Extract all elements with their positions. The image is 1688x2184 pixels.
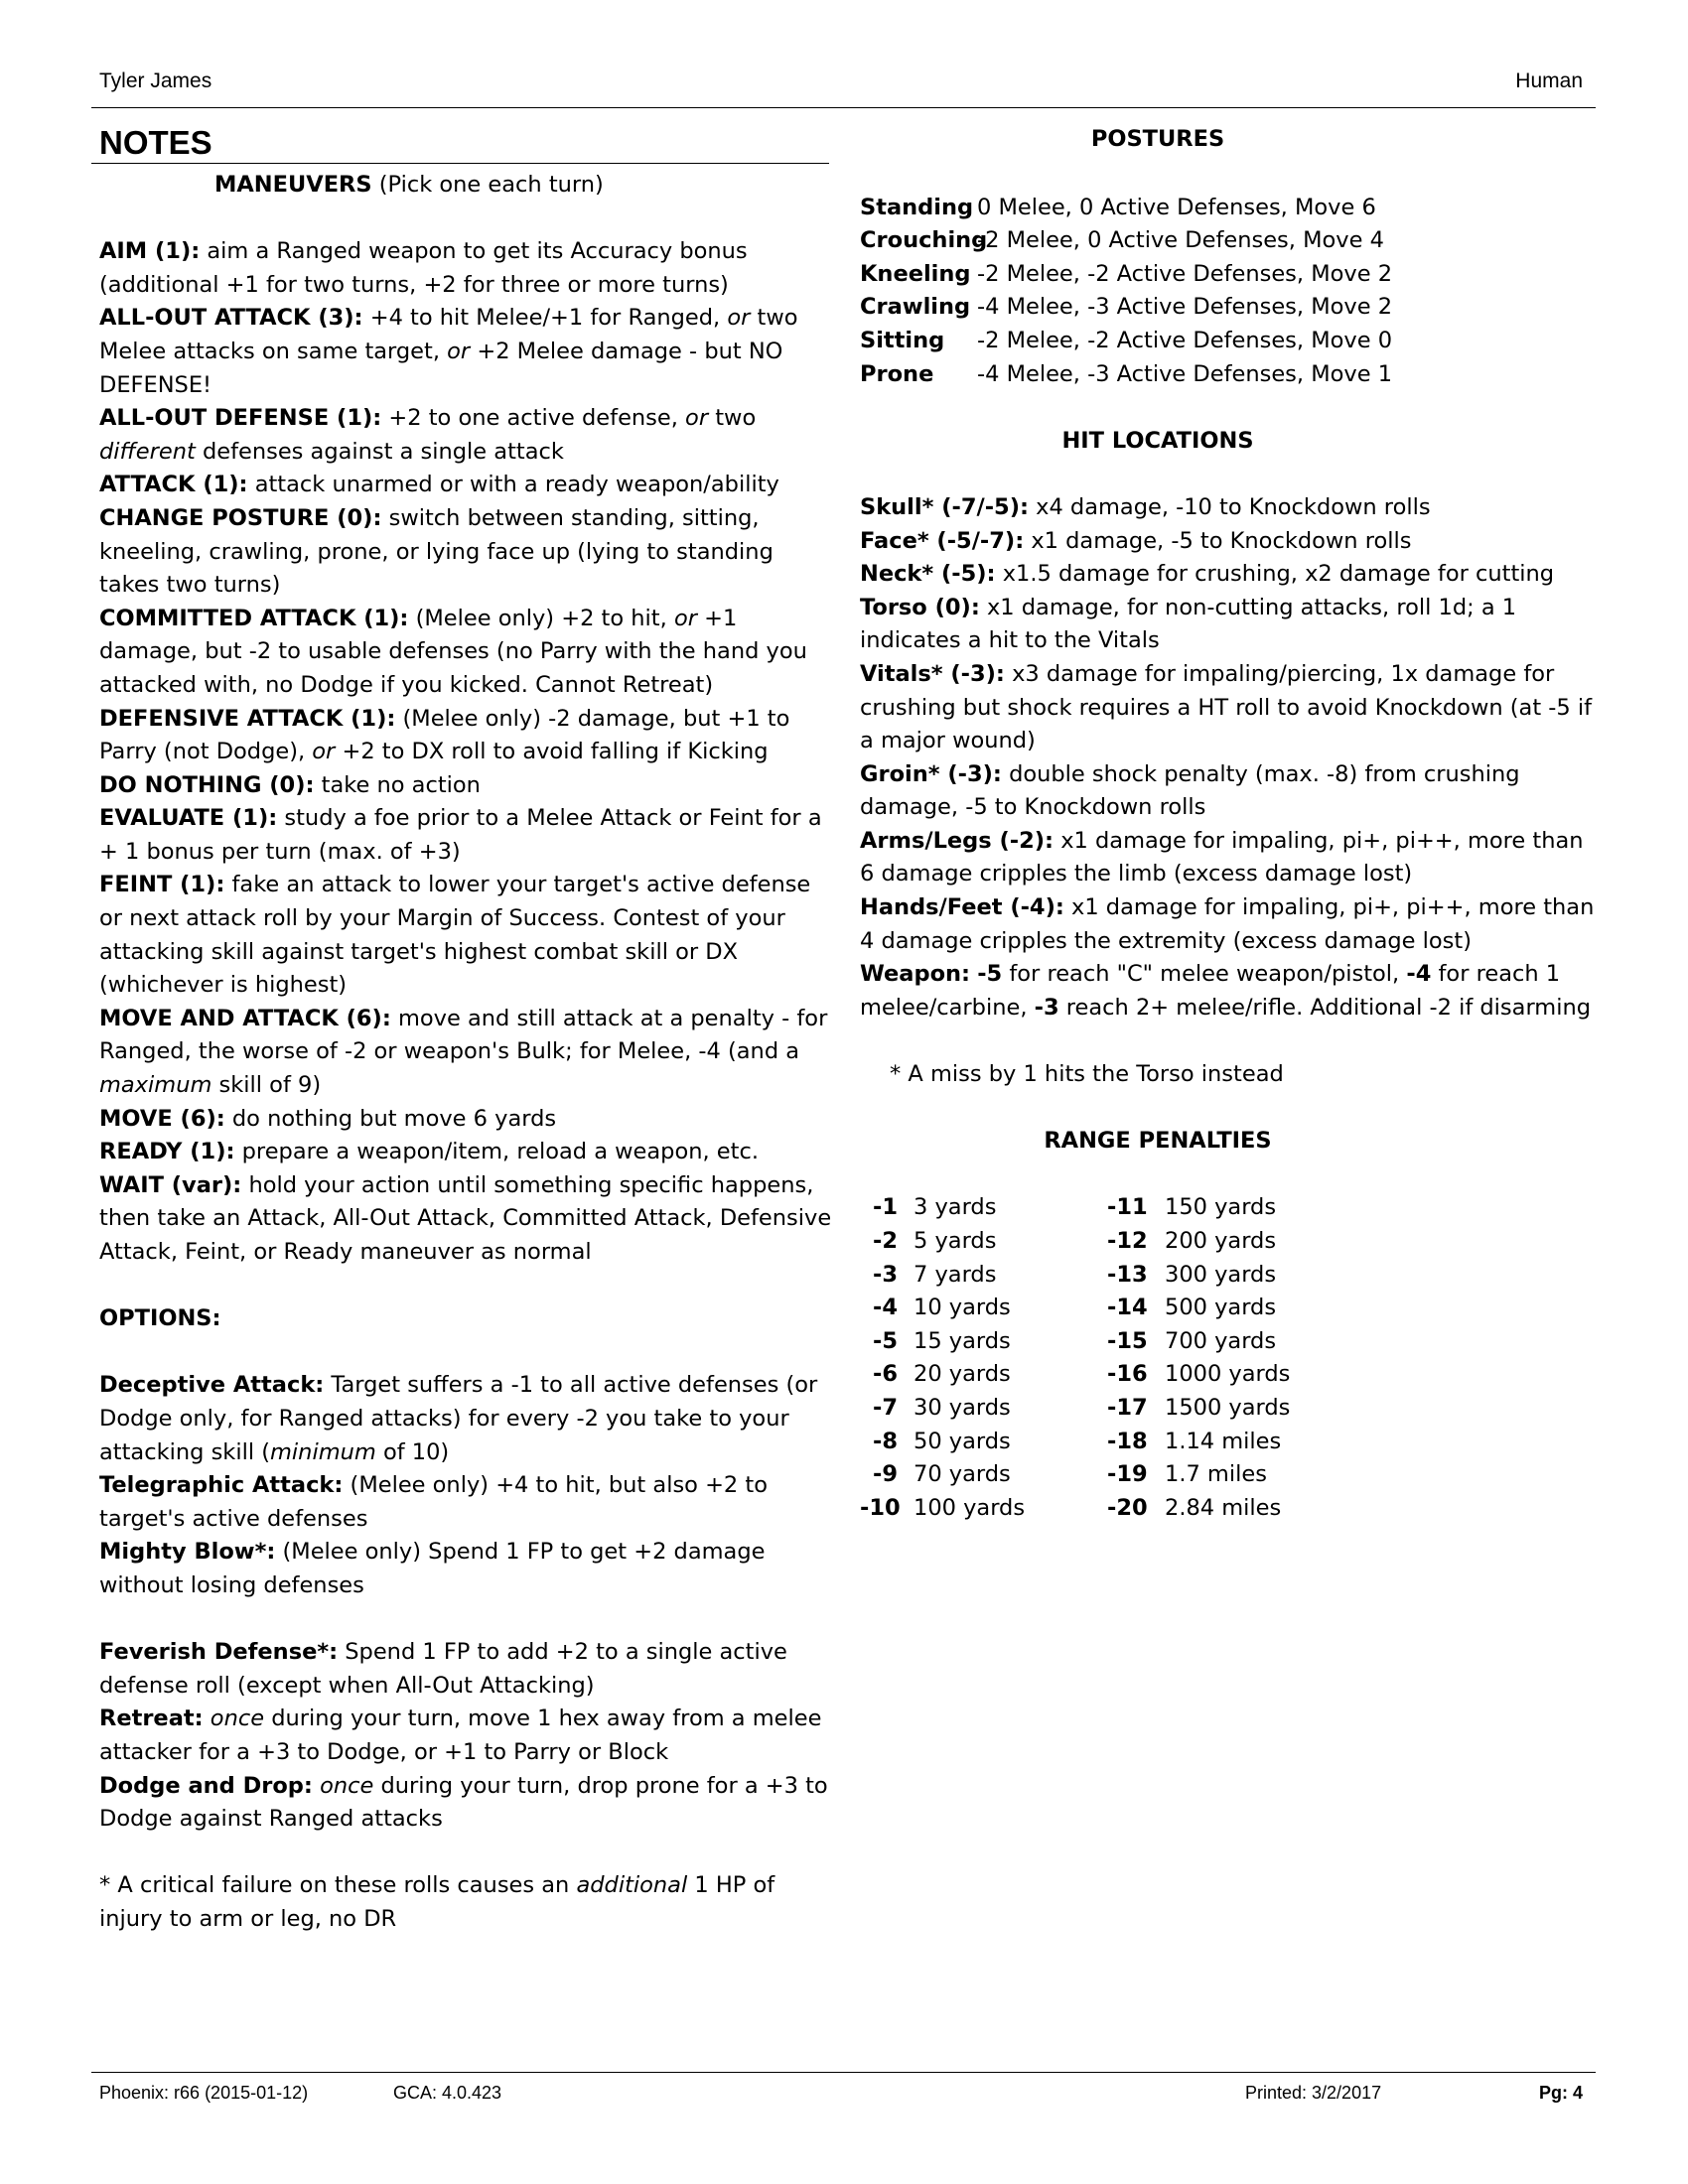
maneuver-item [99,703,834,769]
maneuver-item-text: skill of 9) [211,1072,322,1099]
maneuver-item-name: AIM (1): [99,238,201,265]
maneuver-item-text: +2 to DX roll to avoid falling if Kicking [335,739,769,765]
maneuver-item-text: different [99,438,196,465]
posture-name: Prone [860,360,934,387]
posture-name: Kneeling [860,260,971,287]
option-item-text: Spend 1 FP to add +2 to a single active defense roll (except when All-Out Attacking) [99,1639,787,1699]
maneuver-item [99,603,834,703]
maneuver-item-name: READY (1): [99,1139,235,1165]
range-row [860,1492,1595,1526]
page-title: NOTES [99,124,212,161]
maneuver-item [99,1003,834,1103]
range-modifier: -11 [1107,1194,1148,1221]
maneuver-item-text: move and still attack at a penalty - for Ranged, the worse of -2 or weapon's Bulk; for Melee, -4 (and a [99,1005,828,1065]
footer-version: Phoenix: r66 (2015-01-12) [99,2083,309,2103]
header-rule [91,107,1596,108]
hit-location-item [860,958,1595,1024]
footer-gca: GCA: 4.0.423 [393,2083,502,2103]
range-modifier: -18 [1107,1428,1148,1454]
maneuver-item-text: +4 to hit Melee/+1 for Ranged, [362,305,728,332]
option-item-name: Telegraphic Attack: [99,1472,344,1499]
maneuvers-heading: MANEUVERS [214,172,372,198]
hit-location-item-text: x1 damage, for non-cutting attacks, roll 1d; a 1 indicates a hit to the Vitals [860,594,1517,654]
hit-location-item-text: x1.5 damage for crushing, x2 damage for cutting [995,561,1555,588]
posture-row [860,291,1595,325]
left-column [99,169,834,1936]
hit-location-item-text: x1 damage, -5 to Knockdown rolls [1024,527,1412,554]
hit-location-item [860,658,1595,758]
maneuver-item [99,769,834,803]
footer-printed-date: Printed: 3/2/2017 [1245,2083,1382,2103]
maneuver-item-name: MOVE (6): [99,1105,225,1132]
hit-location-item [860,525,1595,559]
range-row [860,1191,1595,1225]
range-modifier: -1 [873,1194,898,1221]
range-distance: 300 yards [1165,1261,1277,1288]
option-item-name: Dodge and Drop: [99,1772,313,1799]
range-modifier: -14 [1107,1295,1148,1321]
range-distance: 200 yards [1165,1228,1277,1254]
posture-row [860,192,1595,225]
range-modifier: -8 [873,1428,898,1454]
maneuver-item-name: CHANGE POSTURE (0): [99,504,382,531]
hit-location-item [860,758,1595,825]
hit-location-item-text: double shock penalty (max. -8) from crushing damage, -5 to Knockdown rolls [860,760,1520,821]
posture-name: Crawling [860,294,971,321]
range-distance: 15 yards [914,1327,1011,1354]
range-modifier: -16 [1107,1361,1148,1388]
range-distance: 2.84 miles [1165,1494,1282,1521]
range-distance: 150 yards [1165,1194,1277,1221]
character-race: Human [1515,69,1583,92]
range-modifier: -10 [860,1494,901,1521]
maneuvers-heading-line [99,169,834,203]
maneuver-item-text: or [312,739,336,765]
maneuver-item [99,235,834,302]
option-item [99,1703,834,1769]
option-item-text: minimum [270,1438,376,1465]
range-distance: 30 yards [914,1394,1011,1421]
maneuver-item [99,869,834,1002]
range-modifier: -2 [873,1228,898,1254]
maneuver-item-text: two [708,405,757,432]
maneuvers-subtitle: (Pick one each turn) [371,172,604,198]
hit-location-item [860,592,1595,658]
range-distance: 1.14 miles [1165,1428,1282,1454]
options-footnote [99,1869,834,1936]
maneuver-item-text: defenses against a single attack [195,438,564,465]
options-group-1 [99,1369,834,1602]
hit-location-item-text: for reach 1 melee/carbine, [860,961,1561,1021]
range-modifier: -4 [873,1295,898,1321]
hit-location-item-name: Weapon: [860,961,971,988]
postures-table [860,192,1595,392]
maneuver-item-text: +2 to one active defense, [381,405,686,432]
maneuver-item [99,1103,834,1137]
posture-row [860,358,1595,392]
maneuver-item-text: maximum [99,1072,212,1099]
range-distance: 70 yards [914,1461,1011,1488]
range-penalties-table [860,1191,1595,1525]
maneuver-item-text: study a foe prior to a Melee Attack or Feint for a + 1 bonus per turn (max. of +3) [99,805,822,865]
maneuver-item-text: or [447,338,471,364]
range-row [860,1225,1595,1259]
option-item-text [313,1773,320,1799]
maneuver-item-text: or [727,305,751,332]
range-row [860,1259,1595,1293]
hit-location-item-text: for reach "C" melee weapon/pistol, [1002,961,1407,988]
maneuver-item [99,1136,834,1169]
maneuver-item-name: DEFENSIVE ATTACK (1): [99,705,396,732]
maneuver-item-name: COMMITTED ATTACK (1): [99,605,409,631]
posture-effects: -2 Melee, 0 Active Defenses, Move 4 [977,227,1384,254]
maneuver-item [99,302,834,402]
maneuver-item-text: prepare a weapon/item, reload a weapon, etc. [234,1139,759,1165]
range-modifier: -12 [1107,1228,1148,1254]
hit-location-item-name: Groin* (-3): [860,760,1002,787]
option-item [99,1536,834,1602]
hit-location-item-text: -5 [977,961,1003,988]
maneuver-item [99,469,834,502]
hit-location-item-text: -4 [1406,961,1432,988]
maneuver-item [99,802,834,869]
posture-effects: -2 Melee, -2 Active Defenses, Move 0 [977,327,1393,353]
maneuver-item-text: (Melee only) +2 to hit, [408,605,674,631]
maneuver-item-name: ALL-OUT ATTACK (3): [99,305,363,332]
option-item-name: Mighty Blow*: [99,1539,276,1566]
hit-location-item-name: Vitals* (-3): [860,660,1005,687]
maneuver-item-text: fake an attack to lower your target's active defense or next attack roll by your Margin of Success. Contest of your attacking skill against target's highest combat skill or DX (whichever is highest) [99,872,811,999]
range-modifier: -15 [1107,1327,1148,1354]
footnote-text: * A critical failure on these rolls causes an [99,1872,577,1899]
posture-name: Crouching [860,227,988,254]
option-item-name: Deceptive Attack: [99,1372,325,1399]
option-item-text: during your turn, drop prone for a +3 to Dodge against Ranged attacks [99,1772,828,1833]
option-item-text: once [210,1706,265,1732]
footer-rule [91,2072,1596,2073]
options-group-2 [99,1636,834,1837]
option-item-text: (Melee only) +4 to hit, but also +2 to target's active defenses [99,1472,768,1532]
maneuver-item-text: do nothing but move 6 yards [224,1105,557,1132]
option-item-name: Feverish Defense*: [99,1639,339,1666]
hit-location-item-name: Neck* (-5): [860,561,996,588]
range-distance: 10 yards [914,1295,1011,1321]
range-modifier: -5 [873,1327,898,1354]
option-item-name: Retreat: [99,1706,204,1732]
range-distance: 5 yards [914,1228,997,1254]
range-modifier: -3 [873,1261,898,1288]
hit-location-item-name: Skull* (-7/-5): [860,493,1029,520]
posture-name: Sitting [860,327,945,353]
postures-heading: POSTURES [1090,126,1225,152]
range-distance: 1.7 miles [1165,1461,1267,1488]
option-item-text [204,1706,211,1731]
hit-location-item [860,825,1595,891]
maneuver-item-text: attack unarmed or with a ready weapon/ability [247,472,779,498]
range-distance: 50 yards [914,1428,1011,1454]
range-modifier: -17 [1107,1394,1148,1421]
right-column [860,123,1595,1525]
maneuver-item-text: or [685,405,709,432]
footnote-text: additional [576,1872,688,1899]
posture-row [860,325,1595,358]
option-item [99,1636,834,1703]
maneuver-item-text: +1 damage, but -2 to usable defenses (no Parry with the hand you attacked with, no Dodge if you kicked. Cannot Retreat) [99,605,807,698]
maneuver-item-name: FEINT (1): [99,872,225,898]
posture-row [860,258,1595,292]
hit-location-item-text: x3 damage for impaling/piercing, 1x damage for crushing but shock requires a HT roll to avoid Knockdown (at -5 if a major wound) [860,660,1593,754]
hit-location-item-text: -3 [1034,994,1059,1021]
range-modifier: -6 [873,1361,898,1388]
option-item [99,1469,834,1536]
range-modifier: -13 [1107,1261,1148,1288]
maneuver-item [99,402,834,469]
posture-effects: 0 Melee, 0 Active Defenses, Move 6 [977,194,1376,220]
range-modifier: -20 [1107,1494,1148,1521]
maneuver-item-text: aim a Ranged weapon to get its Accuracy bonus (additional +1 for two turns, +2 for three or more turns) [99,238,748,298]
posture-effects: -2 Melee, -2 Active Defenses, Move 2 [977,260,1393,287]
hit-location-item-name: Torso (0): [860,594,980,620]
maneuver-item-name: WAIT (var): [99,1171,242,1198]
hit-location-item-name: Hands/Feet (-4): [860,894,1064,921]
range-distance: 1500 yards [1165,1394,1291,1421]
maneuver-item-name: ALL-OUT DEFENSE (1): [99,405,382,432]
range-row [860,1292,1595,1325]
range-row [860,1358,1595,1392]
option-item [99,1770,834,1837]
hit-locations-footnote: * A miss by 1 hits the Torso instead [890,1061,1284,1088]
option-item-text: during your turn, move 1 hex away from a melee attacker for a +3 to Dodge, or +1 to Parry or Block [99,1706,822,1765]
range-distance: 100 yards [914,1494,1026,1521]
hit-location-item [860,491,1595,525]
character-name: Tyler James [99,69,212,92]
maneuver-item-text: +2 Melee damage - but NO DEFENSE! [99,338,783,398]
posture-name: Standing [860,194,974,220]
range-row [860,1325,1595,1359]
maneuver-item [99,502,834,603]
option-item-text: of 10) [375,1438,450,1465]
range-distance: 500 yards [1165,1295,1277,1321]
maneuver-item-text: (Melee only) -2 damage, but +1 to Parry (not Dodge), [99,705,790,765]
option-item-text: once [320,1772,374,1799]
maneuver-item-text: switch between standing, sitting, kneeling, crawling, prone, or lying face up (lying to standing takes two turns) [99,504,774,599]
range-distance: 20 yards [914,1361,1011,1388]
range-row [860,1458,1595,1492]
range-modifier: -7 [873,1394,898,1421]
hit-location-item-text: x4 damage, -10 to Knockdown rolls [1028,493,1431,520]
hit-location-list [860,491,1595,1025]
hit-locations-heading: HIT LOCATIONS [1061,427,1254,454]
posture-row [860,224,1595,258]
title-underline [91,163,829,164]
footnote-text: 1 HP of injury to arm or leg, no DR [99,1872,775,1932]
range-distance: 3 yards [914,1194,997,1221]
maneuver-item-name: DO NOTHING (0): [99,771,315,798]
maneuver-item-name: MOVE AND ATTACK (6): [99,1005,391,1031]
hit-location-item [860,558,1595,592]
options-heading: OPTIONS: [99,1305,221,1332]
maneuver-item [99,1169,834,1270]
option-item [99,1369,834,1469]
range-distance: 700 yards [1165,1327,1277,1354]
maneuver-item-text: hold your action until something specific happens, then take an Attack, All-Out Attack, Committed Attack, Defensive Attack, Feint, or Ready maneuver as normal [99,1171,832,1265]
hit-location-item [860,891,1595,958]
hit-location-item-text: x1 damage for impaling, pi+, pi++, more than 6 damage cripples the limb (excess damage lost) [860,827,1584,887]
range-distance: 7 yards [914,1261,997,1288]
hit-location-item-text: reach 2+ melee/rifle. Additional -2 if disarming [1058,994,1592,1021]
hit-location-item-name: Face* (-5/-7): [860,527,1025,554]
posture-effects: -4 Melee, -3 Active Defenses, Move 2 [977,294,1393,321]
range-penalties-heading: RANGE PENALTIES [1044,1128,1272,1155]
maneuver-item-name: ATTACK (1): [99,472,248,498]
range-modifier: -19 [1107,1461,1148,1488]
hit-location-item-name: Arms/Legs (-2): [860,827,1055,854]
maneuver-item-name: EVALUATE (1): [99,805,278,832]
range-distance: 1000 yards [1165,1361,1291,1388]
maneuver-list [99,235,834,1269]
option-item-text: (Melee only) Spend 1 FP to get +2 damage without losing defenses [99,1539,766,1598]
page-number: Pg: 4 [1539,2083,1584,2103]
maneuver-item-text: take no action [314,771,481,798]
maneuver-item-text: two Melee attacks on same target, [99,305,798,364]
maneuver-item-text: or [673,605,697,631]
option-item-text: Target suffers a -1 to all active defenses (or Dodge only, for Ranged attacks) for every -2 you take to your attacking skill ( [99,1372,818,1465]
range-row [860,1392,1595,1426]
posture-effects: -4 Melee, -3 Active Defenses, Move 1 [977,360,1393,387]
hit-location-item-text: x1 damage for impaling, pi+, pi++, more than 4 damage cripples the extremity (excess damage lost) [860,894,1595,954]
range-modifier: -9 [873,1461,898,1488]
range-row [860,1426,1595,1459]
